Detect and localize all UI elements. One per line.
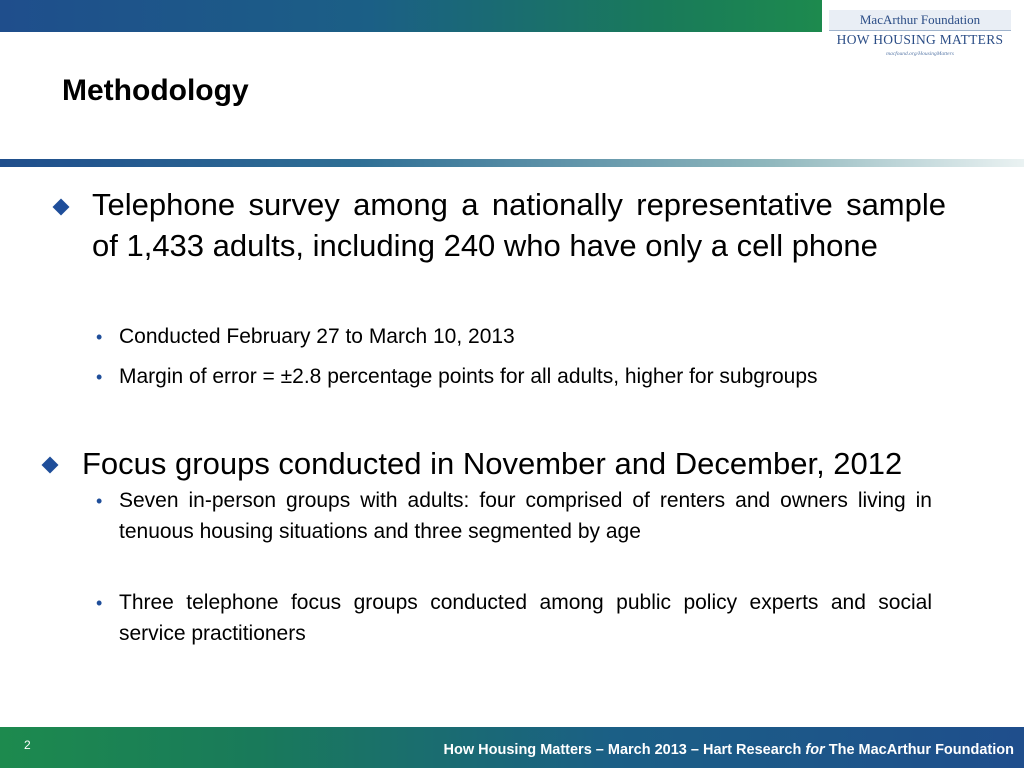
logo-org-name: MacArthur Foundation — [829, 10, 1011, 31]
bullet-level2: Three telephone focus groups conducted among public policy experts and social service practitioners — [119, 591, 932, 645]
logo-tagline: HOW HOUSING MATTERS — [836, 32, 1004, 47]
bullet-level1: Focus groups conducted in November and December, 2012 — [82, 446, 903, 481]
diamond-bullet-icon — [53, 199, 70, 216]
bullet-level2: Margin of error = ±2.8 percentage points for all adults, higher for subgroups — [119, 365, 818, 388]
footer-text-before: How Housing Matters – March 2013 – Hart Research — [443, 742, 806, 758]
bullet-level1: Telephone survey among a nationally representative sample of 1,433 adults, including 240 who have only a cell phone — [92, 187, 946, 263]
sub-bullet-icon: • — [96, 491, 103, 511]
footer-text-italic: for — [805, 742, 825, 758]
slide-title: Methodology — [62, 74, 249, 107]
footer-caption — [444, 742, 1014, 758]
bullet-level2: Conducted February 27 to March 10, 2013 — [119, 325, 515, 348]
footer-text-after: The MacArthur Foundation — [824, 742, 1014, 758]
logo-url: macfound.org/HousingMatters — [886, 51, 954, 57]
sub-bullet-icon: • — [96, 367, 103, 387]
macarthur-logo — [829, 10, 1011, 66]
sub-bullet-icon: • — [96, 327, 103, 347]
bullet-level2: Seven in-person groups with adults: four comprised of renters and owners living in tenuous housing situations and three segmented by age — [119, 489, 932, 543]
header-band — [0, 0, 822, 32]
page-number: 2 — [24, 738, 31, 752]
sub-bullet-icon: • — [96, 593, 103, 613]
title-divider — [0, 159, 1024, 167]
diamond-bullet-icon — [42, 457, 59, 474]
